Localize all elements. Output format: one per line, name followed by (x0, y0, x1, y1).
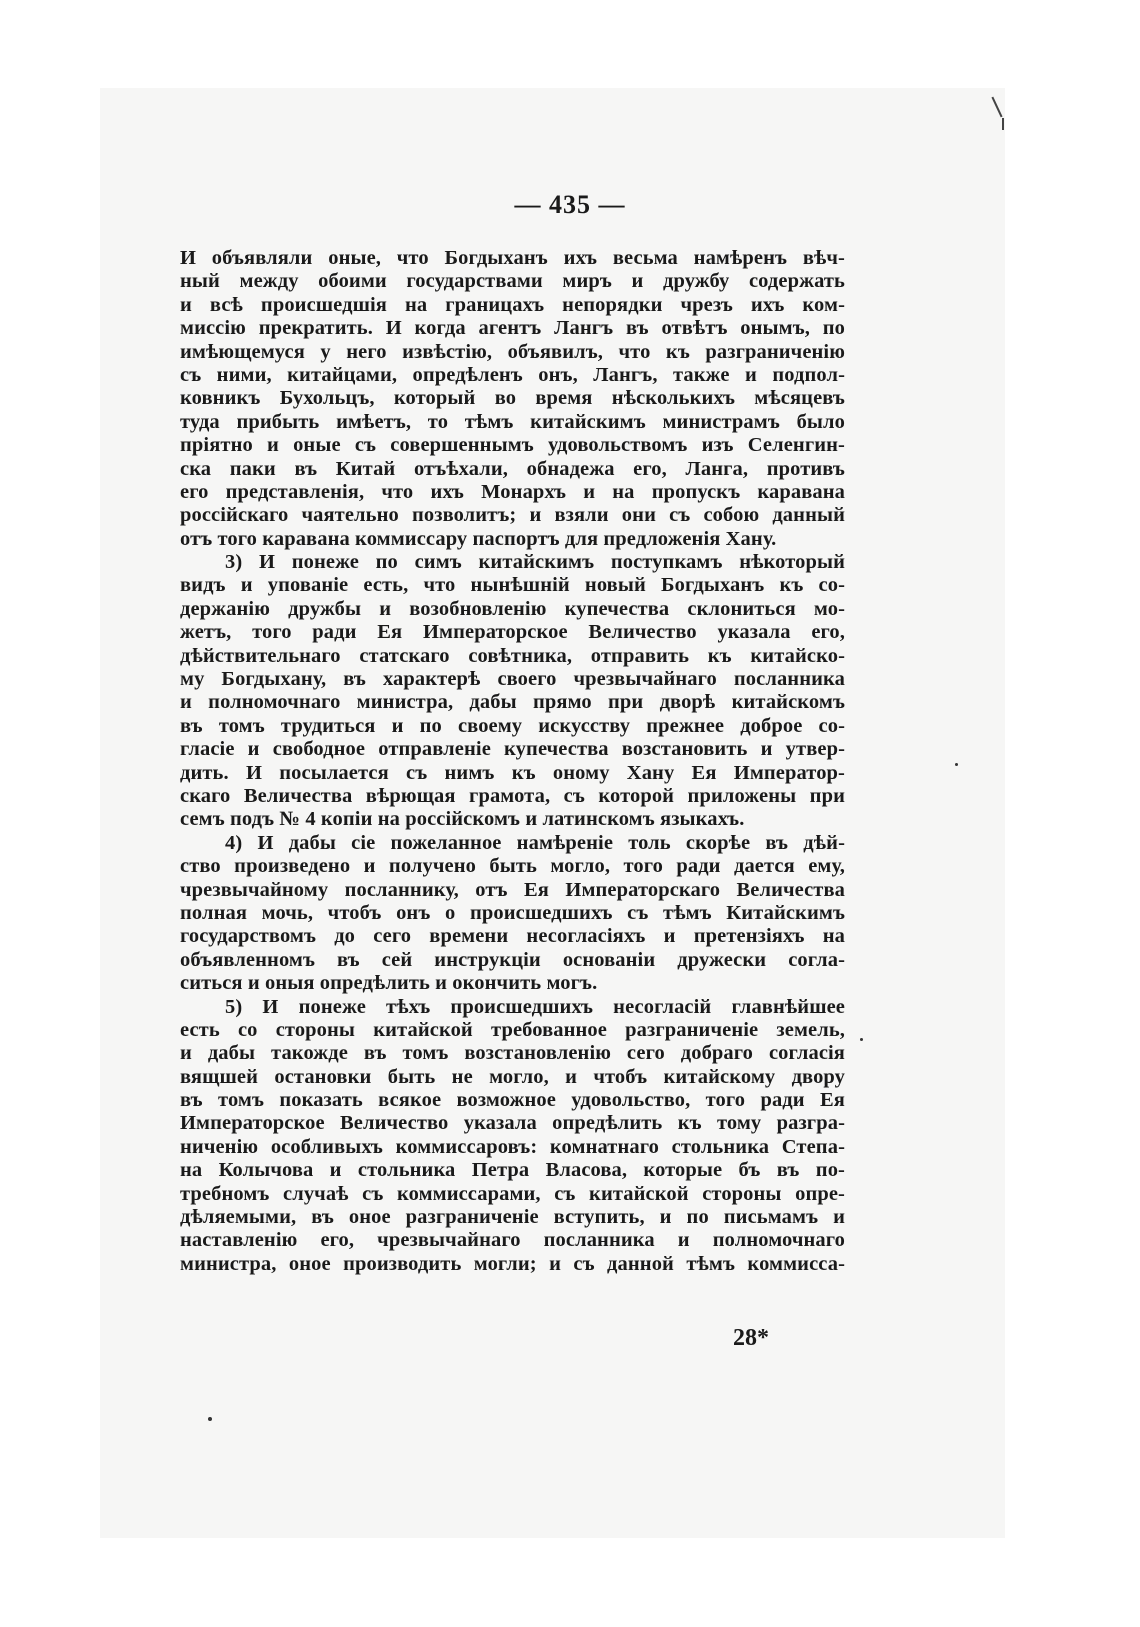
text-line: держанію дружбы и возобновленію купечества склониться мо- (180, 597, 845, 620)
paragraph-end-line: ситься и оныя опредѣлить и окончить могъ. (180, 972, 598, 995)
text-line: наставленію его, чрезвычайнаго посланника и полномочнаго (180, 1229, 845, 1252)
text-line: требномъ случаѣ съ коммиссарами, съ китайской стороны опре- (180, 1182, 845, 1205)
text-line: и полномочнаго министра, дабы прямо при дворѣ китайскомъ (180, 691, 845, 714)
text-line: ниченію особливыхъ коммиссаровъ: комнатнаго стольника Степа- (180, 1135, 845, 1158)
paragraph-end-line: семъ подъ № 4 копіи на россійскомъ и латинскомъ языкахъ. (180, 808, 745, 831)
print-speck (860, 1038, 863, 1041)
text-line: дѣляемыми, въ оное разграниченіе вступить, и по письмамъ и (180, 1206, 845, 1229)
scan-edge-mark (1002, 118, 1004, 130)
text-line: объявленномъ въ сей инструкціи основаніи дружески согла- (180, 948, 845, 971)
text-line: видъ и упованіе есть, что нынѣшній новый Богдыханъ къ со- (180, 574, 845, 597)
text-line: ный между обоими государствами миръ и дружбу содержать (180, 270, 845, 293)
paragraph-start-line: 4) И дабы сіе пожеланное намѣреніе толь скорѣе въ дѣй- (225, 831, 845, 854)
text-line: въ томъ трудиться и по своему искусству прежнее доброе со- (180, 714, 845, 737)
paragraph-start-line: 5) И понеже тѣхъ происшедшихъ несогласій главнѣйшее (225, 995, 845, 1018)
text-line: жетъ, того ради Ея Императорское Величество указала его, (180, 621, 845, 644)
paragraph-end-line: отъ того каравана коммиссару паспортъ для предложенія Хану. (180, 527, 777, 550)
text-line: ство произведено и получено быть могло, того ради дается ему, (180, 855, 845, 878)
text-line: государствомъ до сего времени несогласіяхъ и претензіяхъ на (180, 925, 845, 948)
text-line: его представленія, что ихъ Монархъ и на пропускъ каравана (180, 480, 845, 503)
text-line: министра, оное производить могли; и съ данной тѣмъ коммисса- (180, 1252, 845, 1275)
text-line: ковникъ Бухольцъ, который во время нѣсколькихъ мѣсяцевъ (180, 387, 845, 410)
page-number: — 435 — (514, 190, 626, 219)
text-line: дѣйствительнаго статскаго совѣтника, отправить къ китайско- (180, 644, 845, 667)
body-text (180, 247, 845, 1276)
text-line: туда прибыть имѣетъ, то тѣмъ китайскимъ министрамъ было (180, 410, 845, 433)
print-speck (955, 763, 958, 766)
text-line: пріятно и оные съ совершеннымъ удовольствомъ изъ Селенгин- (180, 434, 845, 457)
text-line: И объявляли оные, что Богдыханъ ихъ весьма намѣренъ вѣч- (180, 247, 845, 269)
paragraph-start-line: 3) И понеже по симъ китайскимъ поступкамъ нѣкоторый (225, 551, 845, 574)
text-line: гласіе и свободное отправленіе купечества возстановить и утвер- (180, 738, 845, 761)
text-line: ска паки въ Китай отъѣхали, обнадежа его, Ланга, противъ (180, 457, 845, 480)
text-line: миссію прекратить. И когда агентъ Лангъ въ отвѣтъ онымъ, по (180, 317, 845, 340)
text-line: на Колычова и стольника Петра Власова, которые бъ въ по- (180, 1159, 845, 1182)
text-line: скаго Величества вѣрющая грамота, съ которой приложены при (180, 784, 845, 807)
text-line: есть со стороны китайской требованное разграниченіе земель, (180, 1018, 845, 1041)
text-line: му Богдыхану, въ характерѣ своего чрезвычайнаго посланника (180, 668, 845, 691)
text-line: вящшей остановки быть не могло, и чтобъ китайскому двору (180, 1065, 845, 1088)
text-line: въ томъ показать всякое возможное удовольство, того ради Ея (180, 1089, 845, 1112)
text-line: полная мочь, чтобъ онъ о происшедшихъ съ тѣмъ Китайскимъ (180, 901, 845, 924)
text-line: и дабы такожде въ томъ возстановленію сего добраго согласія (180, 1042, 845, 1065)
text-line: россійскаго чаятельно позволитъ; и взяли они съ собою данный (180, 504, 845, 527)
text-line: Императорское Величество указала опредѣлить къ тому разгра- (180, 1112, 845, 1135)
text-line: дить. И посылается съ нимъ къ оному Хану Ея Император- (180, 761, 845, 784)
text-line: имѣющемуся у него извѣстію, объявилъ, что къ разграниченію (180, 340, 845, 363)
text-line: съ ними, китайцами, опредѣленъ онъ, Лангъ, также и подпол- (180, 363, 845, 386)
print-speck (208, 1417, 212, 1421)
text-line: чрезвычайному посланнику, отъ Ея Императорскаго Величества (180, 878, 845, 901)
signature-mark: 28* (733, 1325, 769, 1351)
text-line: и всѣ происшедшія на границахъ непорядки чрезъ ихъ ком- (180, 293, 845, 316)
